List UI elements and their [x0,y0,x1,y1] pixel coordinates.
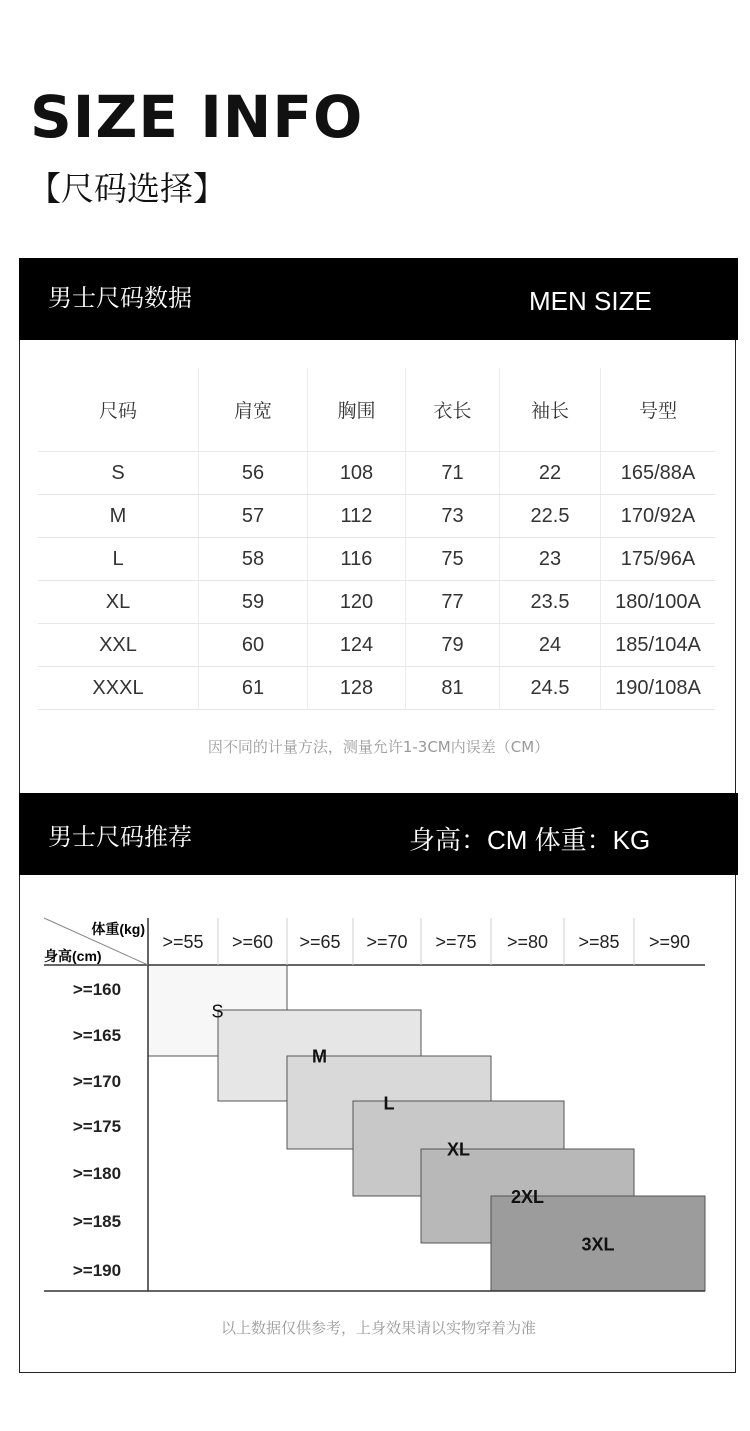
table-cell: XXL [38,624,199,667]
height-labels [73,980,121,1280]
table-cell: 75 [406,538,500,581]
table-cell: 170/92A [601,495,716,538]
table-cell: 108 [308,452,406,495]
table-cell: 23 [500,538,601,581]
table-cell: 116 [308,538,406,581]
men-size-title: 男士尺码数据 [48,284,192,312]
column-header: 肩宽 [199,368,308,452]
weight-label: >=75 [435,932,477,952]
height-label: >=180 [72,1164,122,1183]
table-cell: 175/96A [601,538,716,581]
table-cell: 71 [406,452,500,495]
column-header: 尺码 [38,368,199,452]
column-header: 袖长 [500,368,601,452]
table-cell: 79 [406,624,500,667]
table-cell: 24.5 [500,667,601,710]
table-cell: 61 [199,667,308,710]
table-cell: 57 [199,495,308,538]
table-cell: 58 [199,538,308,581]
column-header: 胸围 [308,368,406,452]
table-cell: 22.5 [500,495,601,538]
table-cell: 73 [406,495,500,538]
reference-note: 以上数据仅供参考，上身效果请以实物穿着为准 [220,1319,536,1337]
weight-label: >=65 [299,932,341,952]
table-cell: 81 [406,667,500,710]
table-cell: 180/100A [601,581,716,624]
table-cell: 23.5 [500,581,601,624]
height-label: >=190 [72,1261,122,1280]
height-label: >=165 [72,1026,122,1045]
table-cell: XL [38,581,199,624]
column-header: 号型 [601,368,716,452]
table-cell: 77 [406,581,500,624]
table-cell: 190/108A [601,667,716,710]
weight-label: >=90 [648,932,691,952]
height-label: >=170 [72,1072,122,1091]
weight-label: >=85 [578,932,620,952]
size-block-label: L [383,1093,395,1114]
table-cell: 24 [500,624,601,667]
table-cell: 165/88A [601,452,716,495]
table-cell: L [38,538,199,581]
size-block-label: 3XL [581,1234,615,1255]
table-cell: 60 [199,624,308,667]
size-block-label: M [312,1046,327,1067]
table-cell: S [38,452,199,495]
table-cell: 185/104A [601,624,716,667]
corner-height-label: 身高(cm) [44,948,102,964]
column-header: 衣长 [406,368,500,452]
table-cell: 124 [308,624,406,667]
weight-dividers [218,918,634,965]
size-blocks [148,965,705,1291]
table-cell: 128 [308,667,406,710]
men-size-title-en: MEN SIZE [529,286,652,316]
height-label: >=175 [72,1117,122,1136]
height-label: >=185 [72,1212,122,1231]
table-cell: 112 [308,495,406,538]
table-cell: 22 [500,452,601,495]
measurement-note: 因不同的计量方法，测量允许1-3CM内误差（CM） [207,738,550,756]
table-cell: 120 [308,581,406,624]
size-block-label: S [211,1001,224,1022]
weight-label: >=80 [506,932,549,952]
weight-label: >=55 [162,932,204,952]
table-cell: XXXL [38,667,199,710]
height-label: >=160 [72,980,122,999]
size-block-label: XL [446,1139,471,1160]
table-cell: 56 [199,452,308,495]
table-cell: M [38,495,199,538]
size-block-label: 2XL [510,1187,545,1207]
page-subtitle: 【尺码选择】 [28,169,226,208]
weight-label: >=60 [231,932,274,952]
weight-label: >=70 [366,932,408,952]
table-cell: 59 [199,581,308,624]
corner-weight-label: 体重(kg) [91,921,145,937]
recommend-units: 身高：CM 体重：KG [409,825,651,855]
page-title: SIZE INFO [30,83,364,151]
weight-labels [162,932,690,952]
recommend-title: 男士尺码推荐 [48,823,192,851]
